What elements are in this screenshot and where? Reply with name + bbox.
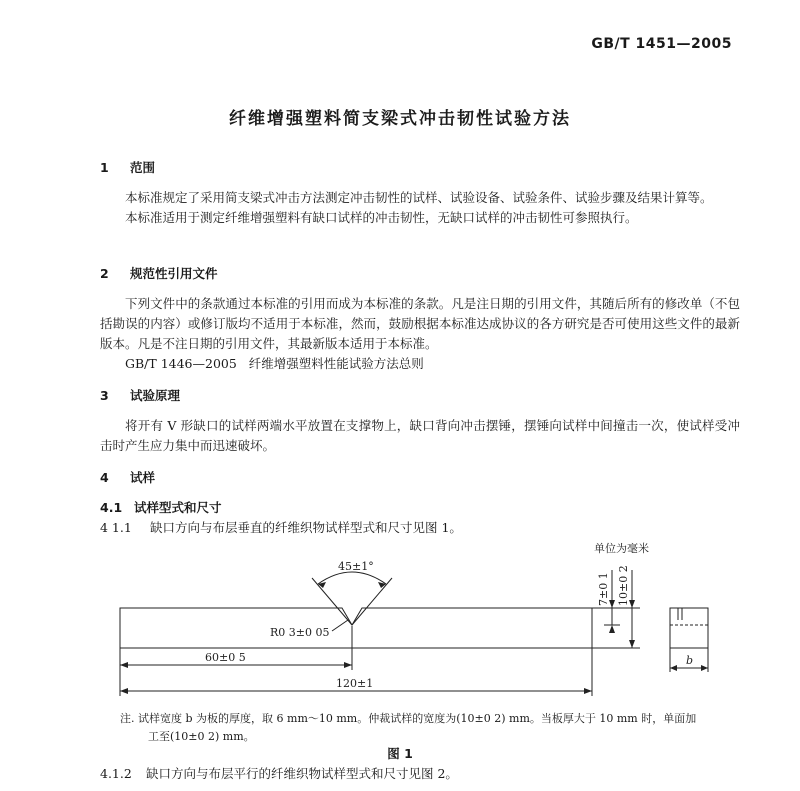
standard-code: GB/T 1451—2005 — [591, 36, 732, 52]
section-1-para-1: 本标准规定了采用简支梁式冲击方法测定冲击韧性的试样、试验设备、试验条件、试验步骤及结果计算等。 — [125, 190, 713, 205]
radius-label: R0 3±0 05 — [270, 626, 330, 639]
section-3-title: 试验原理 — [130, 388, 181, 403]
height-label: 10±0 2 — [617, 565, 630, 606]
notch-extension-right — [352, 578, 392, 625]
notch-position-label: 60±0 5 — [205, 651, 246, 664]
section-2-para-1: 下列文件中的条款通过本标准的引用而成为本标准的条款。凡是注日期的引用文件，其随后所有的修改单（不包括勘误的内容）或修订版均不适用于本标准，然而，鼓励根据本标准达成协议的各方研究是否可使用这些文件的最新版本。凡是不注日期的引用文件，其最新版本适用于本标准。 — [100, 296, 740, 351]
section-2-number: 2 — [100, 266, 109, 281]
radius-leader — [332, 620, 348, 631]
clause-4-1-2-text: 缺口方向与布层平行的纤维织物试样型式和尺寸见图 2。 — [146, 766, 458, 781]
section-4-title: 试样 — [130, 470, 156, 485]
figure-1-note-line-2: 工至(10±0 2) mm。 — [148, 730, 255, 743]
figure-1-caption: 图 1 — [387, 746, 413, 761]
specimen-front-view — [120, 608, 592, 648]
section-4-number: 4 — [100, 470, 109, 485]
width-symbol: b — [686, 654, 694, 667]
angle-label: 45±1° — [338, 560, 374, 573]
specimen-side-view — [670, 608, 708, 648]
reference-title: 纤维增强塑料性能试验方法总则 — [248, 356, 424, 371]
section-3-number: 3 — [100, 388, 109, 403]
document-title: 纤维增强塑料简支梁式冲击韧性试验方法 — [229, 109, 571, 129]
subsection-4-1-number: 4.1 — [100, 500, 123, 515]
section-3-para-1: 将开有 V 形缺口的试样两端水平放置在支撑物上，缺口背向冲击摆锤，摆锤向试样中间撞击一次，使试样受冲击时产生应力集中而迅速破坏。 — [100, 418, 740, 453]
unit-label: 单位为毫米 — [594, 542, 649, 555]
section-1-number: 1 — [100, 160, 109, 175]
notch-depth-label: 7±0 1 — [597, 572, 610, 606]
reference-code: GB/T 1446—2005 — [125, 356, 237, 371]
angle-arc — [318, 572, 386, 584]
length-label: 120±1 — [336, 677, 374, 690]
section-1-para-2: 本标准适用于测定纤维增强塑料有缺口试样的冲击韧性，无缺口试样的冲击韧性可参照执行。 — [125, 210, 638, 225]
clause-4-1-1-number: 4 1.1 — [100, 520, 132, 535]
section-2-title: 规范性引用文件 — [130, 266, 218, 281]
subsection-4-1-title: 试样型式和尺寸 — [134, 500, 222, 515]
clause-4-1-1-text: 缺口方向与布层垂直的纤维织物试样型式和尺寸见图 1。 — [150, 520, 462, 535]
figure-1-note-line-1: 注. 试样宽度 b 为板的厚度，取 6 mm～10 mm。仲裁试样的宽度为(10±0 2) mm。当板厚大于 10 mm 时，单面加 — [120, 712, 697, 725]
notch-extension-left — [312, 578, 352, 625]
clause-4-1-2 — [100, 766, 458, 782]
section-1-title: 范围 — [130, 160, 156, 175]
clause-4-1-2-number: 4.1.2 — [100, 766, 132, 781]
